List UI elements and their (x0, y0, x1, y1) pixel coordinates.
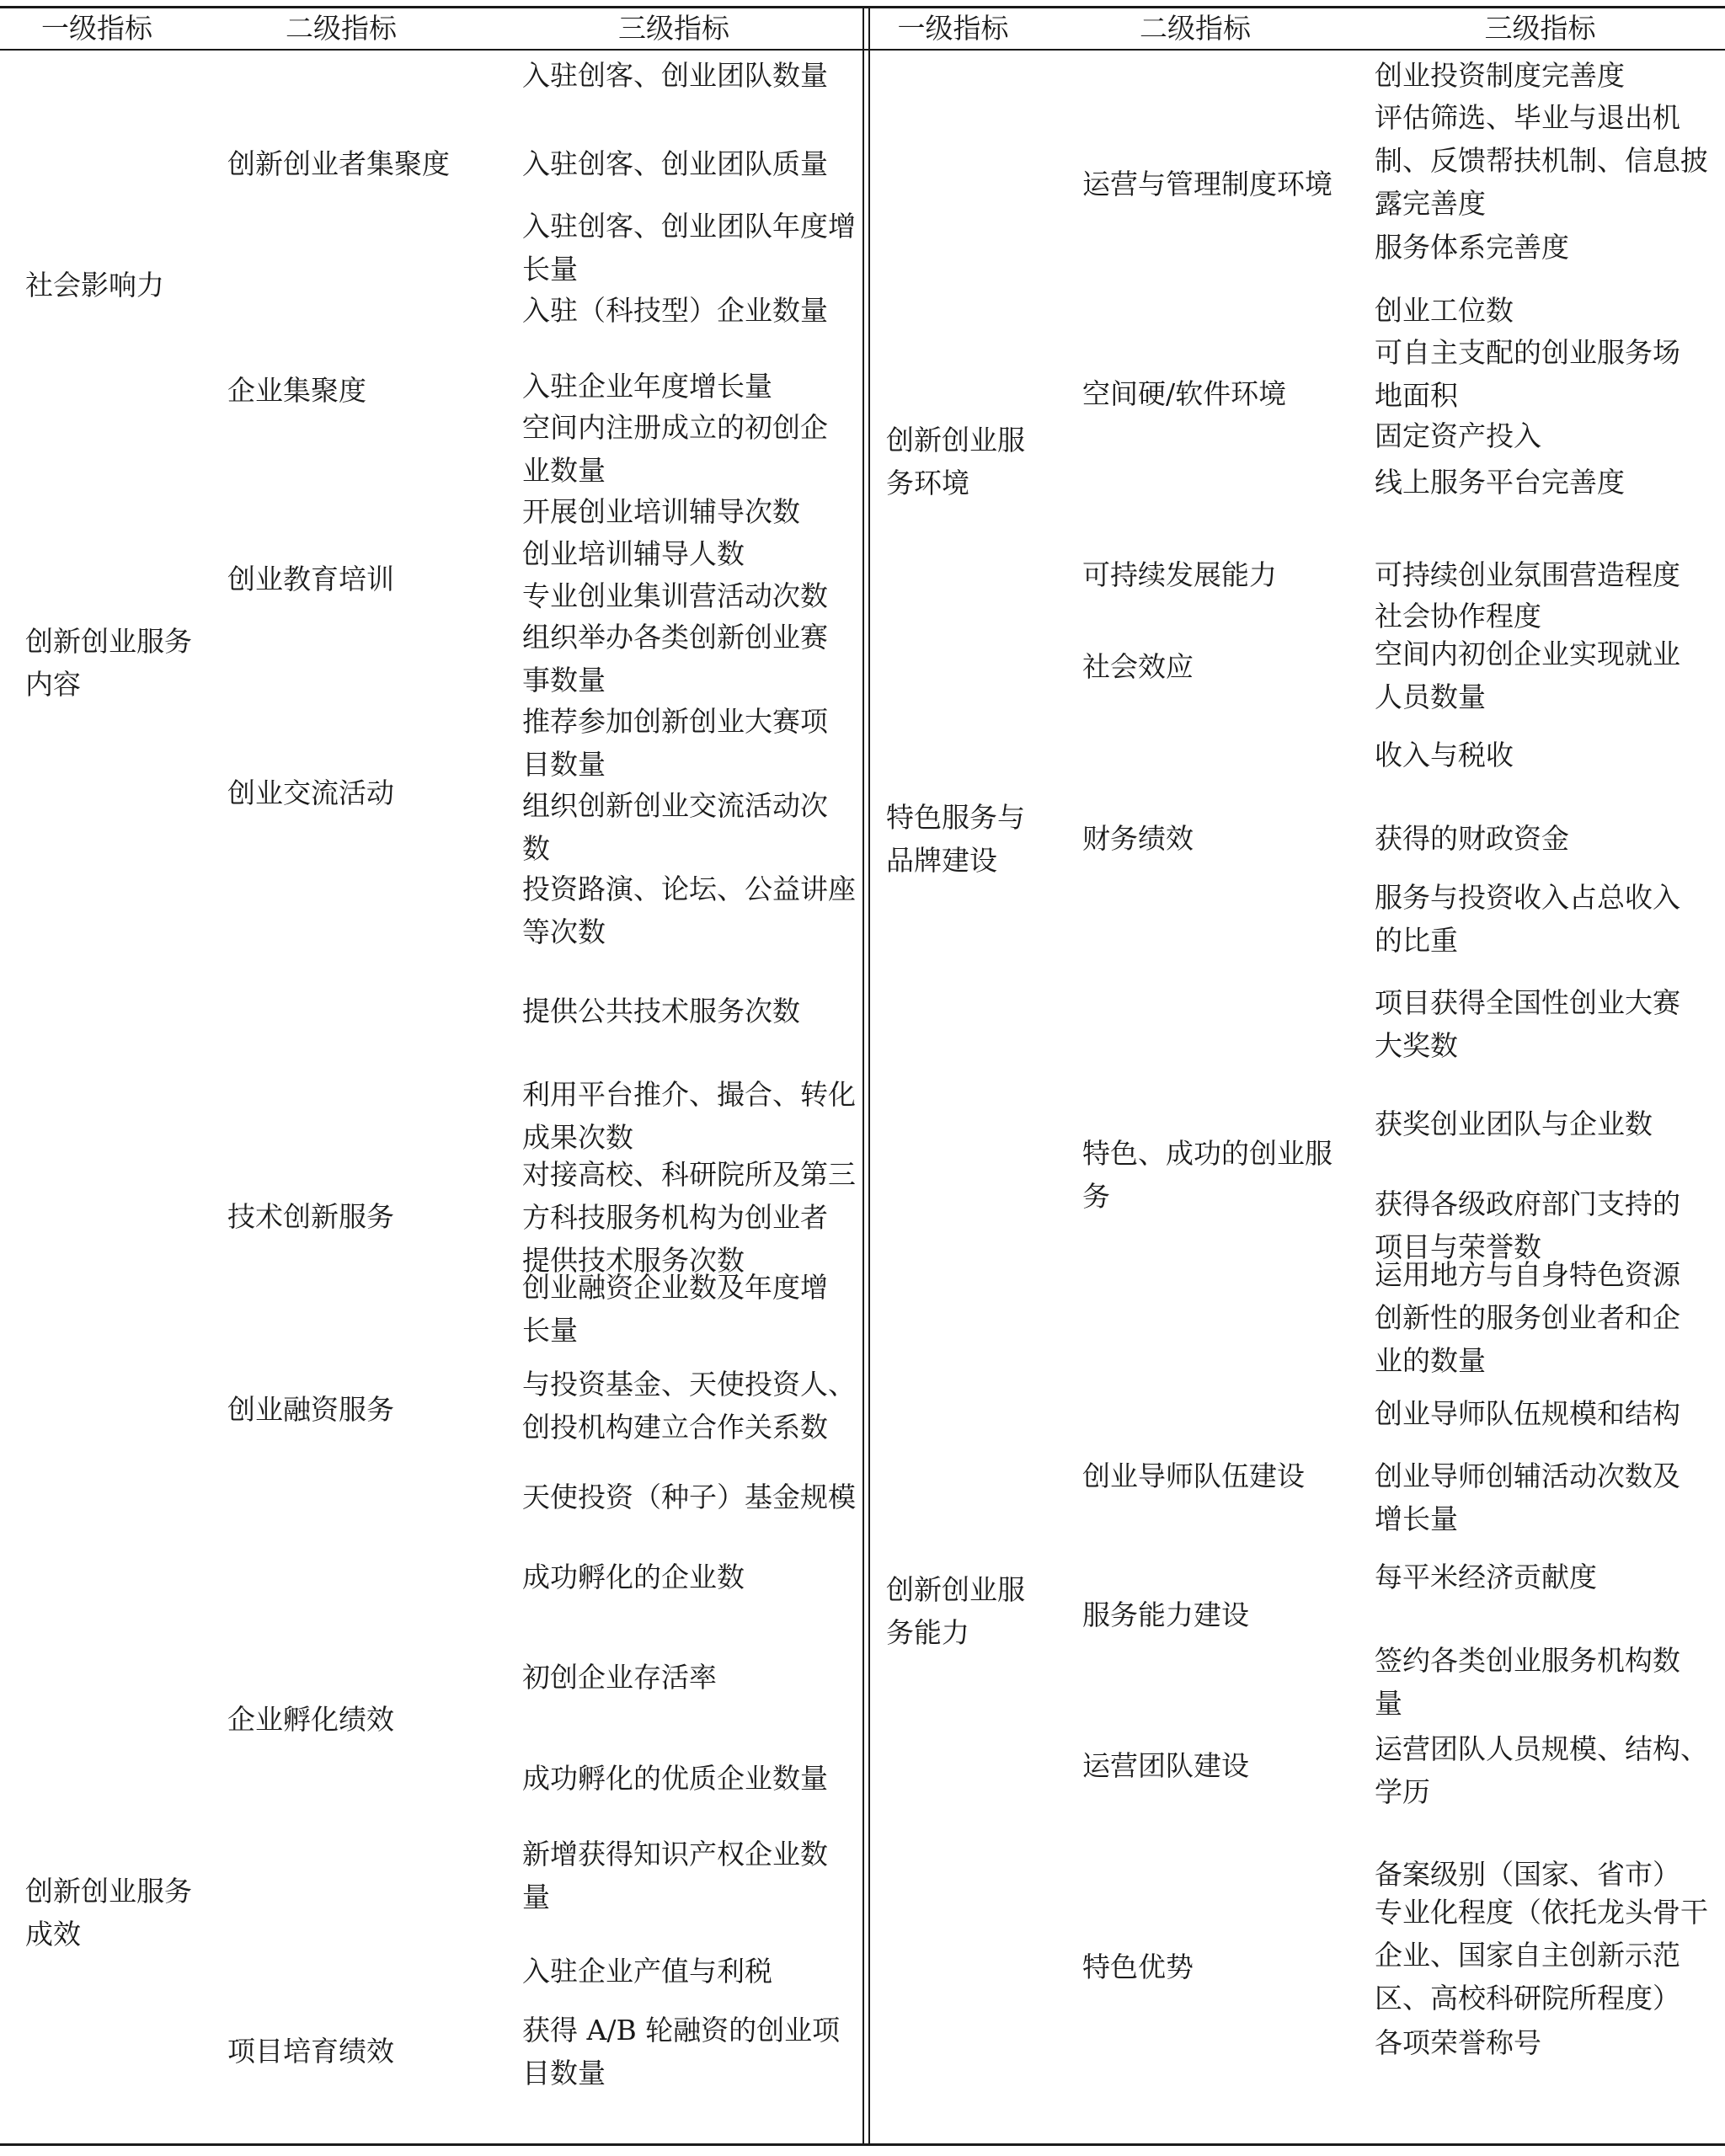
center-double-rule-right (868, 7, 870, 2144)
right-level3-cell: 区、高校科研院所程度） (1375, 1982, 1680, 2015)
right-level3-cell: 专业化程度（依托龙头骨干 (1375, 1896, 1708, 1929)
right-level1-cell: 务环境 (886, 467, 969, 500)
left-level3-cell: 开展创业培训辅导次数 (522, 494, 800, 528)
left-level3-cell: 业数量 (522, 454, 606, 488)
left-level2-cell: 创业融资服务 (227, 1392, 394, 1426)
left-level3-cell: 入驻创客、创业团队质量 (522, 147, 828, 180)
right-level3-cell: 备案级别（国家、省市） (1375, 1858, 1680, 1892)
left-level3-cell: 创业培训辅导人数 (522, 536, 745, 570)
right-level3-cell: 获奖创业团队与企业数 (1375, 1107, 1653, 1140)
right-level3-cell: 企业、国家自主创新示范 (1375, 1939, 1680, 1972)
right-level3-cell: 服务与投资收入占总收入 (1375, 881, 1680, 915)
left-header-3: 三级指标 (618, 12, 729, 45)
right-level2-cell: 特色优势 (1082, 1950, 1194, 1983)
right-level3-cell: 业的数量 (1375, 1344, 1486, 1378)
right-level3-cell: 创新性的服务创业者和企 (1375, 1301, 1680, 1335)
left-level1-cell: 内容 (25, 668, 81, 702)
left-level3-cell: 组织举办各类创新创业赛 (522, 621, 828, 654)
left-level3-cell: 目数量 (522, 2056, 606, 2089)
left-level3-cell: 成功孵化的企业数 (522, 1560, 745, 1593)
left-level2-cell: 创业交流活动 (227, 776, 394, 809)
right-level2-cell: 财务绩效 (1082, 822, 1194, 856)
right-level3-cell: 创业导师队伍规模和结构 (1375, 1396, 1680, 1430)
right-level1-cell: 品牌建设 (886, 844, 997, 878)
right-level2-cell: 运营与管理制度环境 (1082, 168, 1332, 201)
left-level2-cell: 创新创业者集聚度 (227, 147, 450, 180)
right-level3-cell: 固定资产投入 (1375, 419, 1541, 453)
left-level3-cell: 数 (522, 831, 550, 865)
right-level3-cell: 线上服务平台完善度 (1375, 466, 1625, 499)
left-level3-cell: 入驻创客、创业团队年度增 (522, 210, 856, 243)
left-level2-cell: 企业集聚度 (227, 373, 366, 407)
left-level3-cell: 目数量 (522, 747, 606, 781)
left-header-1: 一级指标 (41, 12, 152, 45)
left-level2-cell: 企业孵化绩效 (227, 1703, 394, 1737)
right-level3-cell: 量 (1375, 1687, 1402, 1721)
right-level3-cell: 评估筛选、毕业与退出机 (1375, 100, 1680, 134)
right-level1-cell: 特色服务与 (886, 801, 1025, 835)
right-level3-cell: 增长量 (1375, 1502, 1458, 1536)
right-level3-cell: 获得各级政府部门支持的 (1375, 1187, 1680, 1220)
right-level3-cell: 项目与荣誉数 (1375, 1230, 1541, 1263)
left-level3-cell: 空间内注册成立的初创企 (522, 411, 828, 445)
left-level3-cell: 投资路演、论坛、公益讲座 (522, 873, 856, 906)
left-level3-cell: 获得 A/B 轮融资的创业项 (522, 2013, 841, 2047)
left-level3-cell: 量 (522, 1880, 550, 1913)
right-level3-cell: 大奖数 (1375, 1028, 1458, 1062)
left-header-2: 二级指标 (286, 12, 397, 45)
right-level3-cell: 学历 (1375, 1775, 1430, 1809)
left-level3-cell: 与投资基金、天使投资人、 (522, 1367, 856, 1401)
right-level3-cell: 各项荣誉称号 (1375, 2025, 1541, 2059)
right-level2-cell: 社会效应 (1082, 650, 1194, 684)
left-level3-cell: 创业融资企业数及年度增 (522, 1271, 828, 1305)
right-level2-cell: 服务能力建设 (1082, 1598, 1249, 1631)
right-level3-cell: 签约各类创业服务机构数 (1375, 1644, 1680, 1678)
right-level2-cell: 空间硬/软件环境 (1082, 377, 1287, 411)
right-level2-cell: 创业导师队伍建设 (1082, 1460, 1305, 1493)
left-level3-cell: 入驻（科技型）企业数量 (522, 293, 828, 327)
left-level2-cell: 项目培育绩效 (227, 2034, 394, 2068)
right-level2-cell: 运营团队建设 (1082, 1748, 1249, 1782)
left-level2-cell: 技术创新服务 (227, 1199, 394, 1233)
right-header-1: 一级指标 (897, 12, 1009, 45)
left-level3-cell: 等次数 (522, 915, 606, 949)
right-level1-cell: 创新创业服 (886, 1572, 1025, 1606)
right-level3-cell: 人员数量 (1375, 680, 1486, 714)
left-level3-cell: 入驻企业产值与利税 (522, 1954, 772, 1988)
left-level1-cell: 创新创业服务 (25, 625, 192, 659)
right-level2-cell: 特色、成功的创业服 (1082, 1136, 1332, 1170)
left-level3-cell: 提供公共技术服务次数 (522, 994, 800, 1027)
left-level3-cell: 提供技术服务次数 (522, 1243, 745, 1277)
left-level3-cell: 长量 (522, 1314, 578, 1348)
left-level3-cell: 专业创业集训营活动次数 (522, 579, 828, 612)
right-level1-cell: 创新创业服 (886, 424, 1025, 457)
right-level3-cell: 服务体系完善度 (1375, 231, 1569, 264)
left-level3-cell: 入驻企业年度增长量 (522, 369, 772, 403)
left-level3-cell: 利用平台推介、撮合、转化 (522, 1078, 856, 1112)
left-level3-cell: 入驻创客、创业团队数量 (522, 59, 828, 92)
left-level3-cell: 对接高校、科研院所及第三 (522, 1157, 856, 1191)
right-level3-cell: 创业工位数 (1375, 293, 1514, 327)
left-level3-cell: 组织创新创业交流活动次 (522, 788, 828, 822)
left-level3-cell: 长量 (522, 253, 578, 286)
left-level3-cell: 方科技服务机构为创业者 (522, 1200, 828, 1234)
left-level3-cell: 推荐参加创新创业大赛项 (522, 704, 828, 738)
right-level3-cell: 社会协作程度 (1375, 600, 1541, 633)
right-level3-cell: 的比重 (1375, 924, 1458, 958)
left-level1-cell: 创新创业服务 (25, 1875, 192, 1908)
right-level3-cell: 收入与税收 (1375, 738, 1514, 771)
left-level3-cell: 成果次数 (522, 1121, 633, 1155)
center-double-rule-left (862, 7, 864, 2144)
right-level3-cell: 空间内初创企业实现就业 (1375, 638, 1680, 671)
left-level3-cell: 事数量 (522, 664, 606, 697)
left-level3-cell: 初创企业存活率 (522, 1661, 717, 1694)
left-level2-cell: 创业教育培训 (227, 562, 394, 595)
right-level1-cell: 务能力 (886, 1615, 969, 1649)
left-level1-cell: 成效 (25, 1918, 81, 1951)
right-level2-cell: 可持续发展能力 (1082, 558, 1277, 591)
right-level3-cell: 每平米经济贡献度 (1375, 1560, 1597, 1593)
right-header-2: 二级指标 (1140, 12, 1251, 45)
left-level3-cell: 成功孵化的优质企业数量 (522, 1761, 828, 1795)
left-level1-cell: 社会影响力 (25, 269, 164, 302)
right-level3-cell: 获得的财政资金 (1375, 822, 1569, 856)
left-level3-cell: 创投机构建立合作关系数 (522, 1410, 828, 1444)
left-level3-cell: 新增获得知识产权企业数 (522, 1837, 828, 1870)
right-level3-cell: 地面积 (1375, 378, 1458, 412)
left-level3-cell: 天使投资（种子）基金规模 (522, 1481, 856, 1514)
right-level3-cell: 运用地方与自身特色资源 (1375, 1258, 1680, 1292)
right-level3-cell: 创业投资制度完善度 (1375, 59, 1625, 92)
right-level3-cell: 项目获得全国性创业大赛 (1375, 985, 1680, 1019)
right-level3-cell: 可自主支配的创业服务场 (1375, 335, 1680, 369)
right-level3-cell: 运营团队人员规模、结构、 (1375, 1732, 1708, 1766)
right-header-3: 三级指标 (1484, 12, 1596, 45)
right-level3-cell: 露完善度 (1375, 186, 1486, 220)
right-level3-cell: 创业导师创辅活动次数及 (1375, 1460, 1680, 1493)
right-level3-cell: 制、反馈帮扶机制、信息披 (1375, 143, 1708, 177)
right-level3-cell: 可持续创业氛围营造程度 (1375, 558, 1680, 591)
right-level2-cell: 务 (1082, 1179, 1110, 1213)
